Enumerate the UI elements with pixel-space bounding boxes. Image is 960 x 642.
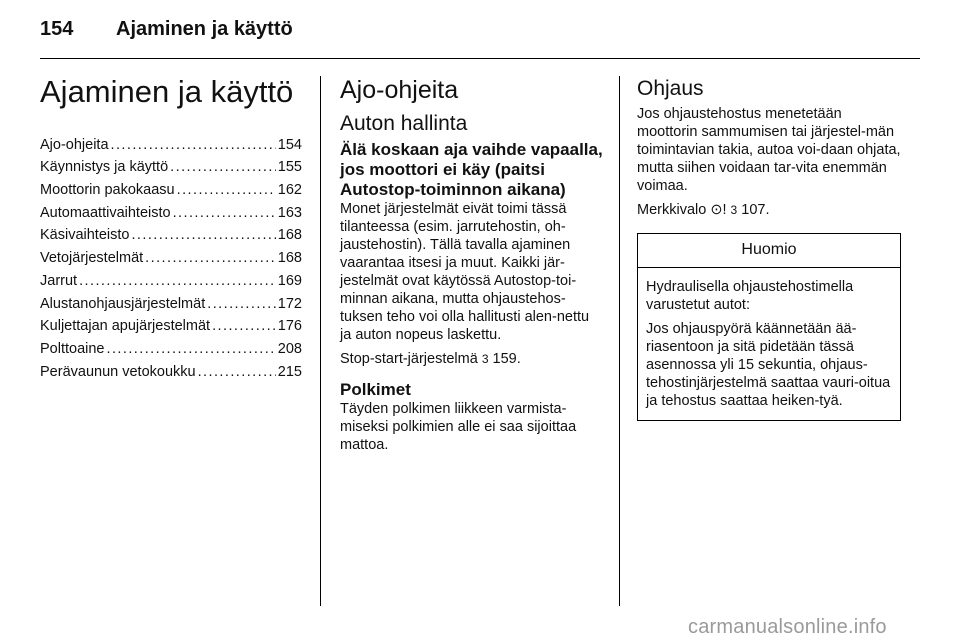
toc-entry-page: 155: [277, 159, 302, 176]
subsection-title: Auton hallinta: [340, 111, 468, 135]
steering-warning-icon: ⊙!: [710, 202, 727, 219]
chapter-title: Ajaminen ja käyttö: [40, 74, 294, 109]
toc-column: [40, 68, 302, 383]
steering-heading: Ohjaus: [637, 77, 704, 100]
warning-heading: Älä koskaan aja vaihde vapaalla, jos moottori ei käy (paitsi Autostop-toiminnon aikana): [340, 139, 603, 199]
toc-entry[interactable]: [40, 156, 302, 179]
toc-entry-title: Automaattivaihteisto: [40, 204, 171, 221]
toc-leader-dots: [131, 224, 275, 247]
notice-paragraph: Jos ohjauspyörä käännetään ää-riasentoon ja sitä pidetään tässä asennossa yli 15 sekuntia, ohjaus-tehostinjärjestelmä saattaa vauri-oitua ja tehostus saattaa heiken-tyä.: [646, 321, 891, 410]
toc-leader-dots: [207, 293, 276, 316]
toc-entry[interactable]: [40, 224, 302, 247]
column-divider-2: [619, 76, 620, 606]
toc-entry-page: 168: [277, 250, 302, 267]
toc-entry-title: Ajo-ohjeita: [40, 136, 109, 153]
toc-entry[interactable]: [40, 338, 302, 361]
indicator-label: Merkkivalo: [637, 202, 707, 219]
stop-start-reference: [340, 350, 603, 368]
page-reference-icon: 3: [481, 351, 489, 366]
toc-leader-dots: [170, 156, 276, 179]
toc-leader-dots: [79, 270, 276, 293]
toc-entry[interactable]: [40, 315, 302, 338]
toc-list: [40, 134, 302, 384]
toc-entry-title: Jarrut: [40, 272, 78, 289]
toc-entry-title: Kuljettajan apujärjestelmät: [40, 318, 211, 335]
toc-entry-page: 169: [277, 272, 302, 289]
pedals-text: Täyden polkimen liikkeen varmista-miseksi polkimien alle ei saa sijoittaa mattoa.: [340, 400, 577, 453]
toc-entry-page: 168: [277, 227, 302, 244]
reference-page: 159.: [492, 350, 521, 367]
toc-entry-page: 154: [277, 136, 302, 153]
toc-entry-page: 176: [277, 318, 302, 335]
toc-entry-page: 163: [277, 204, 302, 221]
toc-entry-page: 162: [277, 182, 302, 199]
toc-leader-dots: [107, 338, 276, 361]
pedals-heading: Polkimet: [340, 379, 411, 399]
toc-entry-title: Käsivaihteisto: [40, 227, 130, 244]
watermark: carmanualsonline.info: [688, 616, 887, 638]
toc-leader-dots: [111, 134, 276, 157]
toc-entry-title: Alustanohjausjärjestelmät: [40, 295, 206, 312]
toc-entry-page: 215: [277, 363, 302, 380]
page-header: [40, 18, 920, 48]
toc-entry-title: Perävaunun vetokoukku: [40, 363, 196, 380]
header-rule: [40, 58, 920, 59]
notice-body: [638, 268, 900, 420]
steering-column: [637, 68, 901, 421]
toc-entry[interactable]: [40, 134, 302, 157]
reference-label: Stop-start-järjestelmä: [340, 350, 478, 367]
toc-entry[interactable]: [40, 293, 302, 316]
toc-leader-dots: [145, 247, 276, 270]
toc-entry-title: Moottorin pakokaasu: [40, 182, 175, 199]
toc-entry-title: Vetojärjestelmät: [40, 250, 144, 267]
page-number: 154: [40, 18, 74, 40]
notice-title: Huomio: [638, 234, 900, 268]
warning-text: Monet järjestelmät eivät toimi tässä tilanteessa (esim. jarrutehostin, oh-jaustehostin). Tällä tavalla ajaminen vaarantaa itsesi ja muut. Kaikki jär-jestelmät ovat käytössä Autostop-toi-minnan aikana, mutta ohjaustehos-tuksen teho voi olla hallitusti alen-nettu ja auton nopeus laskettu.: [340, 200, 590, 343]
running-title: Ajaminen ja käyttö: [116, 18, 293, 40]
steering-text: Jos ohjaustehostus menetetään moottorin sammumisen tai järjestel-män toimintavian takia, autoa voi-daan ohjata, mutta siihen voidaan tar-vita enemmän voimaa.: [637, 106, 901, 195]
column-divider-1: [320, 76, 321, 606]
toc-entry-title: Polttoaine: [40, 340, 105, 357]
toc-entry[interactable]: [40, 179, 302, 202]
indicator-reference: [637, 201, 901, 219]
driving-column: [340, 68, 603, 454]
toc-entry[interactable]: [40, 247, 302, 270]
notice-box: [637, 233, 901, 421]
toc-entry[interactable]: [40, 270, 302, 293]
toc-entry[interactable]: [40, 361, 302, 384]
toc-leader-dots: [212, 315, 276, 338]
toc-leader-dots: [173, 202, 276, 225]
page-reference-icon: 3: [730, 203, 738, 218]
section-title: Ajo-ohjeita: [340, 76, 459, 104]
reference-page: 107.: [741, 202, 770, 219]
notice-paragraph: Hydraulisella ohjaustehostimella varustetut autot:: [646, 279, 854, 314]
toc-entry-page: 172: [277, 295, 302, 312]
toc-leader-dots: [198, 361, 276, 384]
toc-entry-page: 208: [277, 340, 302, 357]
toc-leader-dots: [177, 179, 276, 202]
toc-entry-title: Käynnistys ja käyttö: [40, 159, 169, 176]
toc-entry[interactable]: [40, 202, 302, 225]
